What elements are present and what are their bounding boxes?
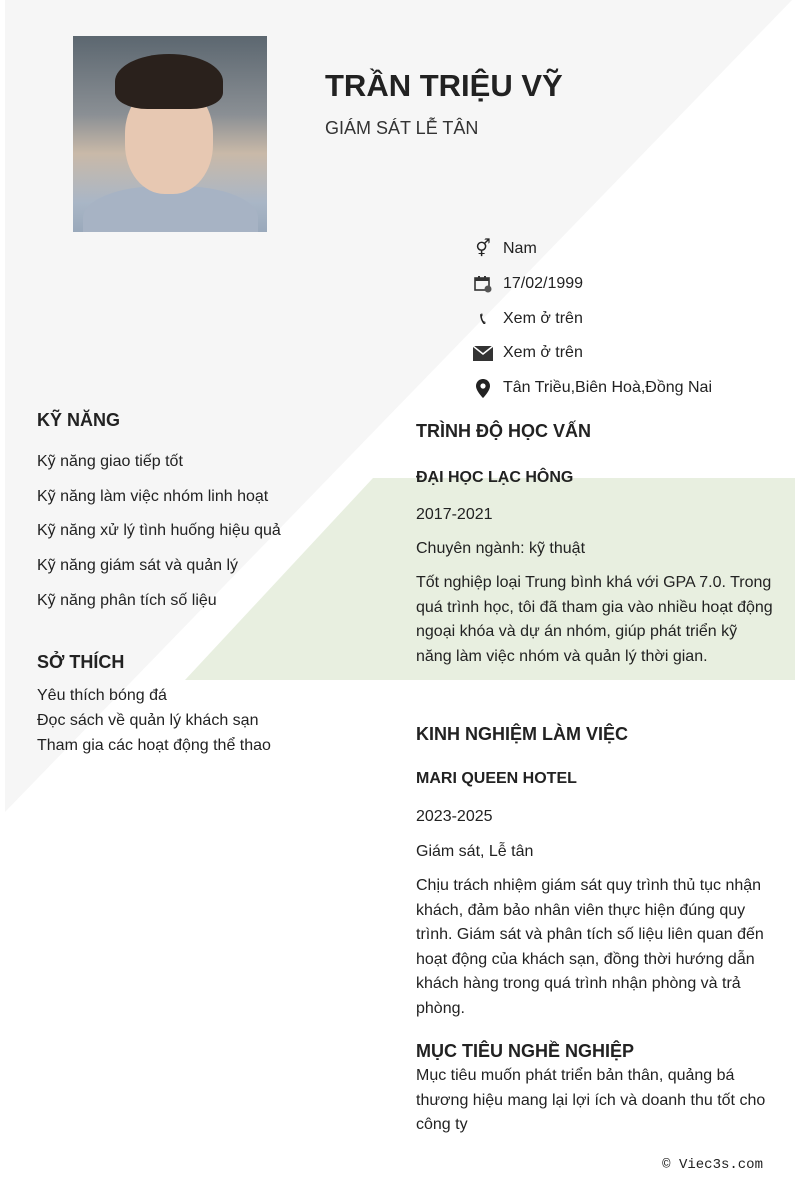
skills-heading: KỸ NĂNG — [37, 410, 121, 430]
experience-period: 2023-2025 — [416, 808, 493, 825]
contact-gender — [472, 232, 712, 267]
candidate-name: TRẦN TRIỆU VỸ — [325, 68, 563, 103]
phone-icon: 📞︎ — [480, 308, 486, 328]
education-major: Chuyên ngành: kỹ thuật — [416, 540, 586, 557]
skills-list — [37, 452, 281, 625]
skill-item: Kỹ năng xử lý tình huống hiệu quả — [37, 522, 281, 540]
education-description: Tốt nghiệp loại Trung bình khá với GPA 7.0. Trong quá trình học, tôi đã tham gia vào nhiều hoạt động ngoại khóa và dự án nhóm, giúp phát triển kỹ năng làm việc nhóm và quản lý thời gian. — [416, 574, 773, 665]
experience-position: Giám sát, Lễ tân — [416, 843, 534, 860]
phone-value: Xem ở trên — [503, 309, 583, 327]
objective-heading: MỤC TIÊU NGHỀ NGHIỆP — [416, 1041, 635, 1061]
education-school: ĐẠI HỌC LẠC HÔNG — [416, 469, 574, 486]
experience-heading: KINH NGHIỆM LÀM VIỆC — [416, 724, 629, 744]
email-value: Xem ở trên — [503, 344, 583, 362]
calendar-icon — [472, 273, 494, 295]
hobby-item: Đọc sách về quản lý khách sạn — [37, 712, 259, 729]
skill-item: Kỹ năng giám sát và quản lý — [37, 557, 239, 575]
gender-icon: ⚥ — [475, 239, 491, 259]
profile-photo — [73, 36, 267, 232]
objective-text: Mục tiêu muốn phát triển bản thân, quảng bá thương hiệu mang lại lợi ích và doanh thu tốt cho công ty — [416, 1067, 766, 1133]
education-heading: TRÌNH ĐỘ HỌC VẤN — [416, 421, 591, 441]
hobby-item: Tham gia các hoạt động thể thao — [37, 737, 271, 754]
hobbies-heading: SỞ THÍCH — [37, 652, 125, 672]
contact-address — [472, 371, 712, 406]
contact-list — [472, 232, 712, 405]
hobbies-list — [37, 686, 271, 761]
contact-birthday — [472, 267, 712, 302]
location-icon — [472, 377, 494, 399]
hobby-item: Yêu thích bóng đá — [37, 687, 167, 704]
experience-description: Chịu trách nhiệm giám sát quy trình thủ tục nhận khách, đảm bảo nhân viên thực hiện đúng quy trình. Giám sát và phân tích số liệu liên quan đến hoạt động của khách sạn, đồng thời hướng dẫn khách hàng trong quá trình nhận phòng và trả phòng. — [416, 877, 764, 1017]
email-icon — [472, 342, 494, 364]
skill-item: Kỹ năng phân tích số liệu — [37, 591, 217, 609]
birthday-value: 17/02/1999 — [503, 275, 584, 293]
footer-watermark: © Viec3s.com — [662, 1157, 763, 1173]
skill-item: Kỹ năng giao tiếp tốt — [37, 453, 183, 470]
education-period: 2017-2021 — [416, 506, 493, 523]
skill-item: Kỹ năng làm việc nhóm linh hoạt — [37, 487, 269, 505]
job-title: GIÁM SÁT LỄ TÂN — [325, 118, 479, 138]
contact-phone — [472, 301, 712, 336]
experience-company: MARI QUEEN HOTEL — [416, 770, 577, 787]
gender-value: Nam — [503, 240, 537, 258]
contact-email — [472, 336, 712, 371]
address-value: Tân Triều,Biên Hoà,Đồng Nai — [503, 379, 712, 397]
